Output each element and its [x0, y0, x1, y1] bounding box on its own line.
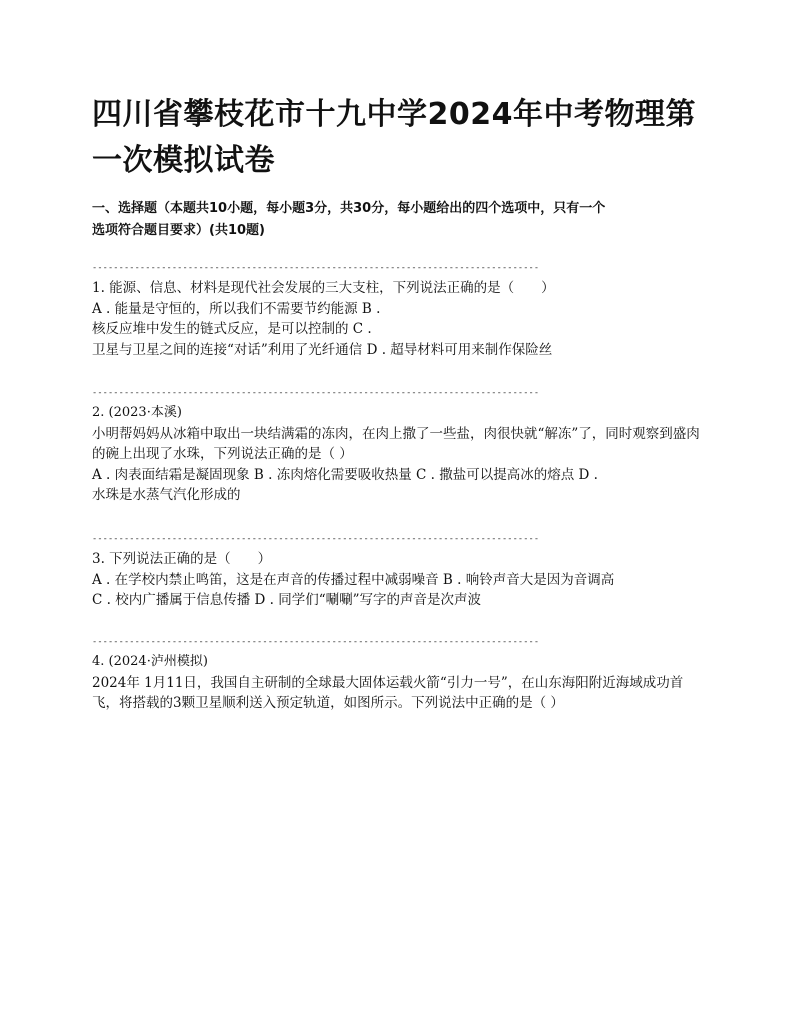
exam-title: [92, 92, 712, 184]
question-3: [92, 533, 704, 611]
question-1: [92, 262, 704, 360]
question-separator: ------------------------------------------------------------------------------------: [92, 263, 540, 273]
question-2-option-line: A . 肉表面结霜是凝固现象 B . 冻肉熔化需要吸收热量 C . 撒盐可以提高冰的熔点 D .: [92, 466, 598, 483]
section-heading-line-2: 选项符合题目要求）(共10题): [92, 223, 265, 238]
question-2-stem: 小明帮妈妈从冰箱中取出一块结满霜的冻肉，在肉上撒了一些盐，肉很快就“解冻”了，同时观察到盛肉的碗上出现了水珠，下列说法正确的是（ ）: [92, 425, 700, 462]
question-1-option-line: 核反应堆中发生的链式反应，是可以控制的 C .: [92, 321, 372, 337]
question-3-stem: 3. 下列说法正确的是（ ）: [92, 551, 272, 567]
question-2-option-line: 水珠是水蒸气汽化形成的: [92, 487, 241, 503]
question-2-source: 2. (2023·本溪): [92, 405, 182, 420]
question-1-stem: 1. 能源、信息、材料是现代社会发展的三大支柱，下列说法正确的是（ ）: [92, 280, 555, 296]
question-3-option-line: C . 校内广播属于信息传播 D . 同学们“唰唰”写字的声音是次声波: [92, 592, 481, 608]
question-separator: ------------------------------------------------------------------------------------: [92, 637, 540, 647]
question-4-source: 4. (2024·泸州模拟): [92, 654, 208, 669]
exam-title-line-1: 四川省攀枝花市十九中学2024年中考物理第: [92, 97, 696, 132]
question-2: [92, 387, 704, 506]
question-3-option-line: A . 在学校内禁止鸣笛，这是在声音的传播过程中减弱噪音 B . 响铃声音大是因为音调高: [92, 571, 615, 588]
question-separator: ------------------------------------------------------------------------------------: [92, 388, 540, 398]
section-heading: [92, 198, 702, 242]
question-4-stem: 2024年 1月11日，我国自主研制的全球最大固体运载火箭“引力一号”，在山东海阳附近海域成功首飞，将搭载的3颗卫星顺利送入预定轨道，如图所示。下列说法中正确的是（ ）: [92, 674, 684, 711]
question-4: [92, 636, 704, 714]
question-1-option-line: 卫星与卫星之间的连接“对话”利用了光纤通信 D . 超导材料可用来制作保险丝: [92, 341, 553, 358]
question-1-option-line: A . 能量是守恒的，所以我们不需要节约能源 B .: [92, 300, 381, 317]
section-heading-line-1: 一、选择题（本题共10小题，每小题3分，共30分，每小题给出的四个选项中，只有一个: [92, 201, 606, 216]
exam-title-line-2: 一次模拟试卷: [92, 143, 275, 178]
question-separator: ------------------------------------------------------------------------------------: [92, 534, 540, 544]
